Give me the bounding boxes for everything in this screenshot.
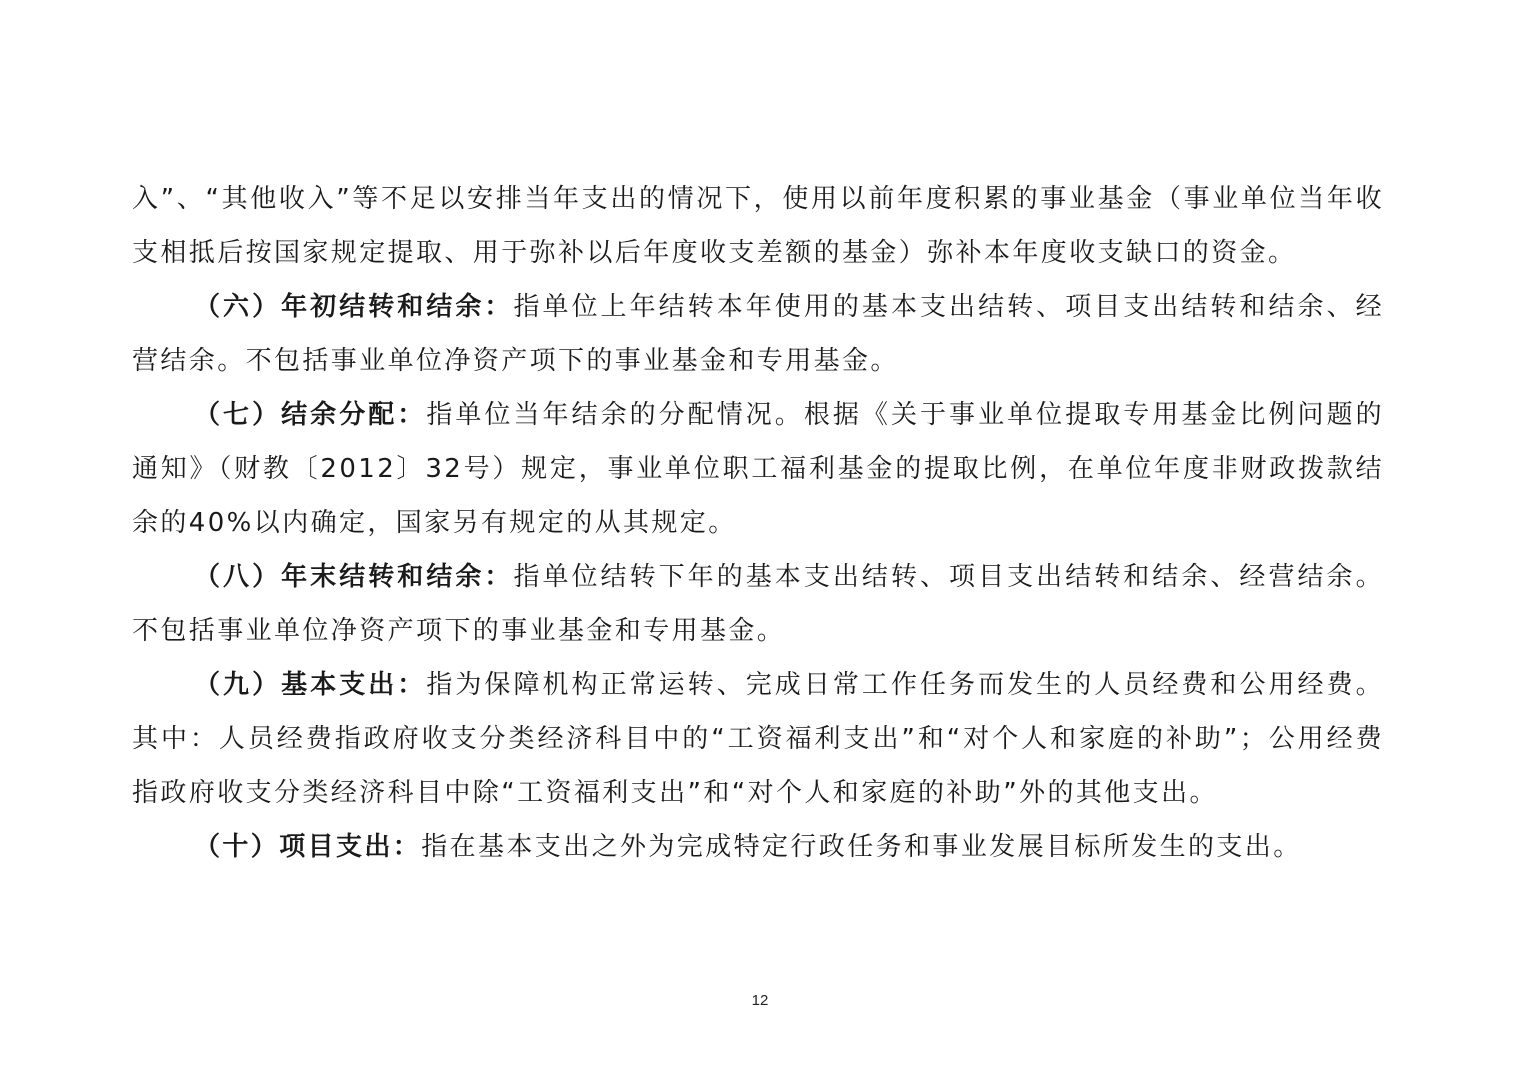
paragraph-text: 指为保障机构正常运转、完成日常工作任务而发生的人员经费和公用经费。其中：人员经费指政府收支分类经济科目中的“工资福利支出”和“对个人和家庭的补助”；公用经费指政府收支分类经济科目中除“工资福利支出”和“对个人和家庭的补助”外的其他支出。	[132, 670, 1385, 808]
paragraph-term: （十）项目支出：	[194, 832, 422, 862]
paragraph-term: （八）年末结转和结余：	[194, 562, 514, 592]
paragraph-term: （六）年初结转和结余：	[194, 292, 514, 322]
paragraph-text: 指单位当年结余的分配情况。根据《关于事业单位提取专用基金比例问题的通知》（财教〔2012〕32号）规定，事业单位职工福利基金的提取比例，在单位年度非财政拨款结余的40%以内确定，国家另有规定的从其规定。	[132, 400, 1385, 538]
paragraph-text: 指单位上年结转本年使用的基本支出结转、项目支出结转和结余、经营结余。不包括事业单位净资产项下的事业基金和专用基金。	[132, 292, 1384, 376]
paragraph-year-start-carryover	[132, 280, 1384, 388]
paragraph-text: 入”、“其他收入”等不足以安排当年支出的情况下，使用以前年度积累的事业基金（事业单位当年收支相抵后按国家规定提取、用于弥补以后年度收支差额的基金）弥补本年度收支缺口的资金。	[132, 184, 1384, 268]
paragraph-term: （七）结余分配：	[194, 400, 427, 430]
paragraph-continuation	[132, 172, 1384, 280]
document-body	[132, 172, 1384, 874]
paragraph-year-end-carryover	[132, 550, 1384, 658]
paragraph-basic-expenditure	[132, 658, 1384, 820]
paragraph-text: 指单位结转下年的基本支出结转、项目支出结转和结余、经营结余。不包括事业单位净资产项下的事业基金和专用基金。	[132, 562, 1384, 646]
paragraph-surplus-distribution	[132, 388, 1384, 550]
paragraph-text: 指在基本支出之外为完成特定行政任务和事业发展目标所发生的支出。	[421, 832, 1302, 862]
paragraph-term: （九）基本支出：	[194, 670, 427, 700]
page-number: 12	[751, 992, 769, 1009]
paragraph-project-expenditure	[132, 820, 1384, 874]
